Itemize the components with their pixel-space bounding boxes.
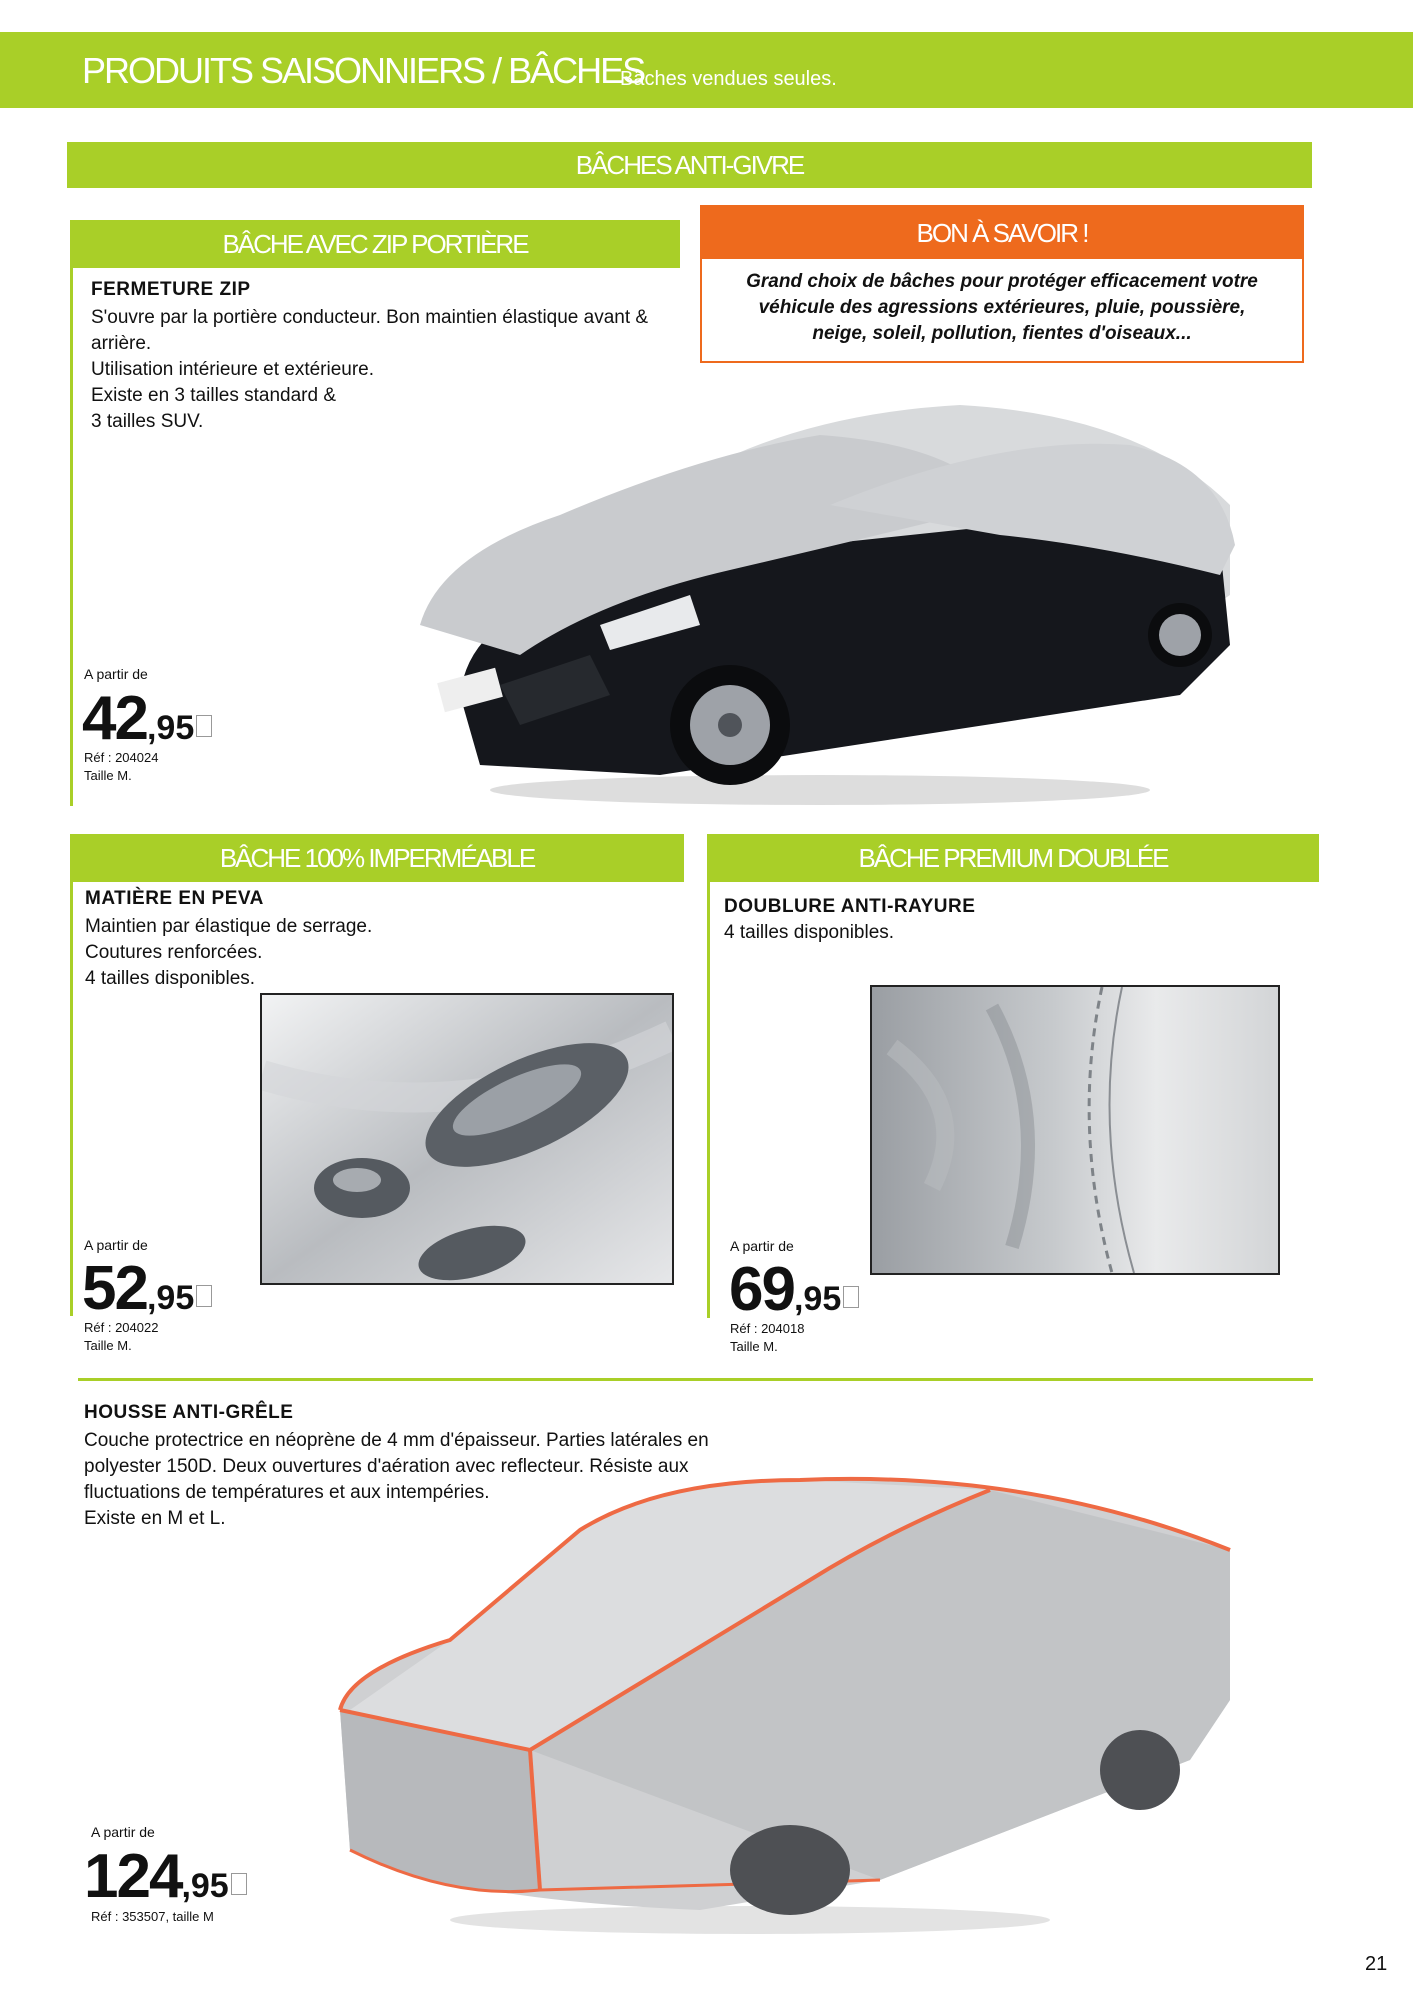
section-title: BÂCHES ANTI-GIVRE — [575, 150, 804, 180]
product-2-title-bar — [70, 834, 684, 882]
header-subtitle: Bâches vendues seules. — [620, 68, 837, 90]
product-2-title: BÂCHE 100% IMPERMÉABLE — [219, 843, 535, 873]
product-3-ref: Réf : 204018 — [730, 1321, 805, 1336]
product-2-rule — [70, 834, 73, 1316]
product-4-price-int: 124 — [84, 1842, 182, 1911]
product-1-ref: Réf : 204024 — [84, 750, 159, 765]
product-1-size: Taille M. — [84, 768, 132, 783]
product-1-price-dec: ,95 — [146, 709, 195, 747]
product-4-line: polyester 150D. Deux ouvertures d'aération avec reflecteur. Résiste aux — [84, 1456, 689, 1477]
product-1-ref-block — [84, 749, 158, 785]
euro-symbol-icon — [231, 1873, 247, 1895]
car-cover-zip-photo — [400, 395, 1240, 815]
product-4-line: Couche protectrice en néoprène de 4 mm d'épaisseur. Parties latérales en — [84, 1430, 709, 1451]
product-4-ref: Réf : 353507, taille M — [91, 1909, 214, 1924]
product-3-rule — [707, 834, 710, 1318]
product-3-ref-block — [730, 1320, 804, 1356]
product-4-price — [84, 1842, 247, 1911]
product-3-price-int: 69 — [729, 1255, 794, 1324]
product-3-price-dec: ,95 — [793, 1280, 842, 1318]
product-3-title-bar — [707, 834, 1319, 882]
product-3-feature: DOUBLURE ANTI-RAYURE — [724, 896, 976, 917]
double-lining-fabric-photo — [870, 985, 1280, 1275]
product-2-line: Coutures renforcées. — [85, 942, 263, 963]
product-1-price-int: 42 — [82, 684, 147, 753]
product-1-title-bar — [70, 220, 680, 268]
product-2-price-dec: ,95 — [146, 1279, 195, 1317]
product-1-price — [82, 684, 212, 753]
tip-text: Grand choix de bâches pour protéger efficacement votre véhicule des agressions extérieures, pluie, poussière, neige, soleil, pollution, fientes d'oiseaux... — [746, 271, 1258, 344]
product-2-price — [82, 1254, 212, 1323]
hail-cover-photo — [330, 1470, 1250, 1940]
euro-symbol-icon — [196, 1285, 212, 1307]
product-1-feature: FERMETURE ZIP — [91, 279, 251, 300]
product-4-from: A partir de — [91, 1824, 155, 1840]
waterproof-fabric-photo — [260, 993, 674, 1285]
product-3-title: BÂCHE PREMIUM DOUBLÉE — [858, 843, 1168, 873]
product-2-desc — [85, 914, 645, 992]
product-4-line: Existe en M et L. — [84, 1508, 226, 1529]
product-2-ref: Réf : 204022 — [84, 1320, 159, 1335]
product-3-from: A partir de — [730, 1238, 794, 1254]
header-title: PRODUITS SAISONNIERS / BÂCHES — [82, 50, 645, 91]
section-bar — [67, 142, 1312, 188]
product-3-line: 4 tailles disponibles. — [724, 922, 895, 943]
product-4-line: fluctuations de températures et aux intempéries. — [84, 1482, 490, 1503]
product-1-rule — [70, 220, 73, 806]
section-divider — [78, 1378, 1313, 1381]
euro-symbol-icon — [196, 715, 212, 737]
tip-title: BON À SAVOIR ! — [702, 207, 1302, 259]
product-2-from: A partir de — [84, 1237, 148, 1253]
product-2-price-int: 52 — [82, 1254, 147, 1323]
product-1-line: 3 tailles SUV. — [91, 411, 204, 432]
product-1-line: Existe en 3 tailles standard & — [91, 385, 337, 406]
product-3-size: Taille M. — [730, 1339, 778, 1354]
product-2-size: Taille M. — [84, 1338, 132, 1353]
product-3-desc — [724, 920, 1124, 946]
product-1-line: S'ouvre par la portière conducteur. Bon maintien élastique avant & arrière. — [91, 307, 649, 354]
product-2-feature: MATIÈRE EN PEVA — [85, 888, 264, 909]
product-2-ref-block — [84, 1319, 158, 1355]
product-4-feature: HOUSSE ANTI-GRÊLE — [84, 1402, 294, 1423]
product-3-price — [729, 1255, 859, 1324]
tip-box — [700, 205, 1304, 363]
euro-symbol-icon — [843, 1286, 859, 1308]
product-2-line: 4 tailles disponibles. — [85, 968, 256, 989]
page-number: 21 — [1365, 1953, 1388, 1975]
product-1-from: A partir de — [84, 666, 148, 682]
product-4-price-dec: ,95 — [181, 1867, 229, 1905]
header-bar — [0, 32, 1413, 108]
product-2-line: Maintien par élastique de serrage. — [85, 916, 373, 937]
product-1-line: Utilisation intérieure et extérieure. — [91, 359, 375, 380]
product-1-title: BÂCHE AVEC ZIP PORTIÈRE — [222, 229, 528, 259]
